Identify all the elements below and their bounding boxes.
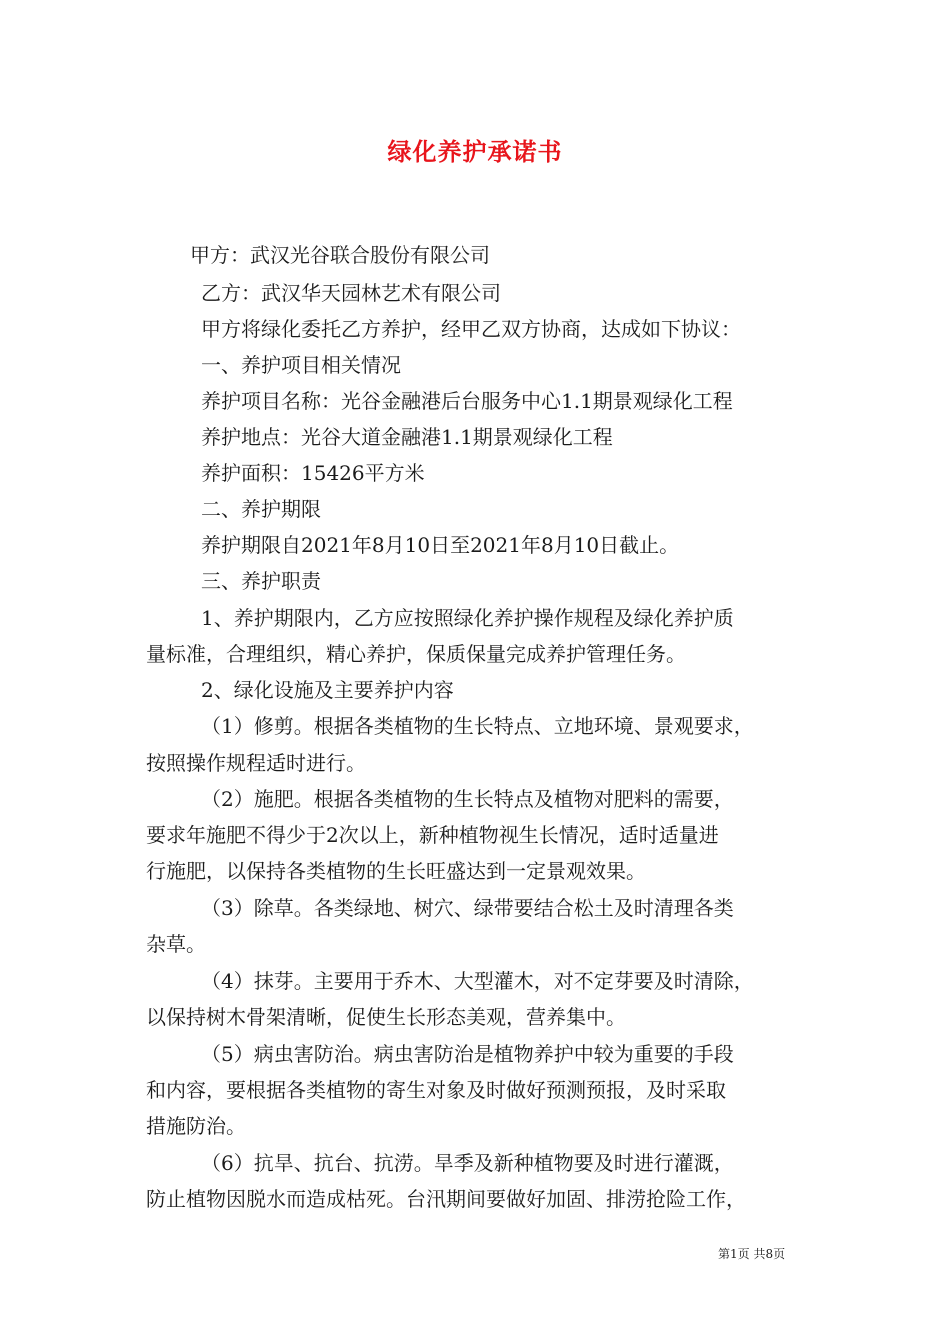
paragraph-line: 行施肥，以保持各类植物的生长旺盛达到一定景观效果。 (146, 859, 646, 883)
page-number-footer: 第1页 共8页 (718, 1247, 786, 1261)
period-line: 养护期限自2021年8月10日至2021年8月10日截止。 (201, 533, 680, 557)
paragraph-line: 措施防治。 (146, 1114, 246, 1138)
paragraph-line: （5）病虫害防治。病虫害防治是植物养护中较为重要的手段 (201, 1042, 734, 1066)
paragraph-line: 量标准，合理组织，精心养护，保质保量完成养护管理任务。 (146, 642, 686, 666)
project-name-line: 养护项目名称：光谷金融港后台服务中心1.1期景观绿化工程 (201, 389, 733, 413)
paragraph-line: 要求年施肥不得少于2次以上，新种植物视生长情况，适时适量进 (146, 823, 719, 847)
paragraph-line: （1）修剪。根据各类植物的生长特点、立地环境、景观要求， (201, 714, 754, 738)
agreement-intro-line: 甲方将绿化委托乙方养护，经甲乙双方协商，达成如下协议： (201, 317, 741, 341)
paragraph-line: 以保持树木骨架清晰，促使生长形态美观，营养集中。 (146, 1005, 626, 1029)
party-b-line: 乙方：武汉华天园林艺术有限公司 (201, 281, 501, 305)
party-a-line: 甲方：武汉光谷联合股份有限公司 (190, 243, 490, 267)
section-heading-2: 二、养护期限 (201, 497, 321, 521)
paragraph-line: （2）施肥。根据各类植物的生长特点及植物对肥料的需要， (201, 787, 734, 811)
paragraph-line: 和内容，要根据各类植物的寄生对象及时做好预测预报，及时采取 (146, 1078, 726, 1102)
paragraph-line: 杂草。 (146, 932, 206, 956)
paragraph-line: 防止植物因脱水而造成枯死。台汛期间要做好加固、排涝抢险工作， (146, 1187, 746, 1211)
subsection-heading: 2、绿化设施及主要养护内容 (201, 678, 454, 702)
paragraph-line: 1、养护期限内，乙方应按照绿化养护操作规程及绿化养护质 (201, 606, 734, 630)
project-area-line: 养护面积：15426平方米 (201, 461, 425, 485)
paragraph-line: （3）除草。各类绿地、树穴、绿带要结合松土及时清理各类 (201, 896, 734, 920)
paragraph-line: 按照操作规程适时进行。 (146, 751, 366, 775)
section-heading-3: 三、养护职责 (201, 569, 321, 593)
paragraph-line: （4）抹芽。主要用于乔木、大型灌木，对不定芽要及时清除， (201, 969, 754, 993)
section-heading-1: 一、养护项目相关情况 (201, 353, 401, 377)
document-title: 绿化养护承诺书 (387, 138, 563, 166)
paragraph-line: （6）抗旱、抗台、抗涝。旱季及新种植物要及时进行灌溉， (201, 1151, 734, 1175)
project-location-line: 养护地点：光谷大道金融港1.1期景观绿化工程 (201, 425, 613, 449)
